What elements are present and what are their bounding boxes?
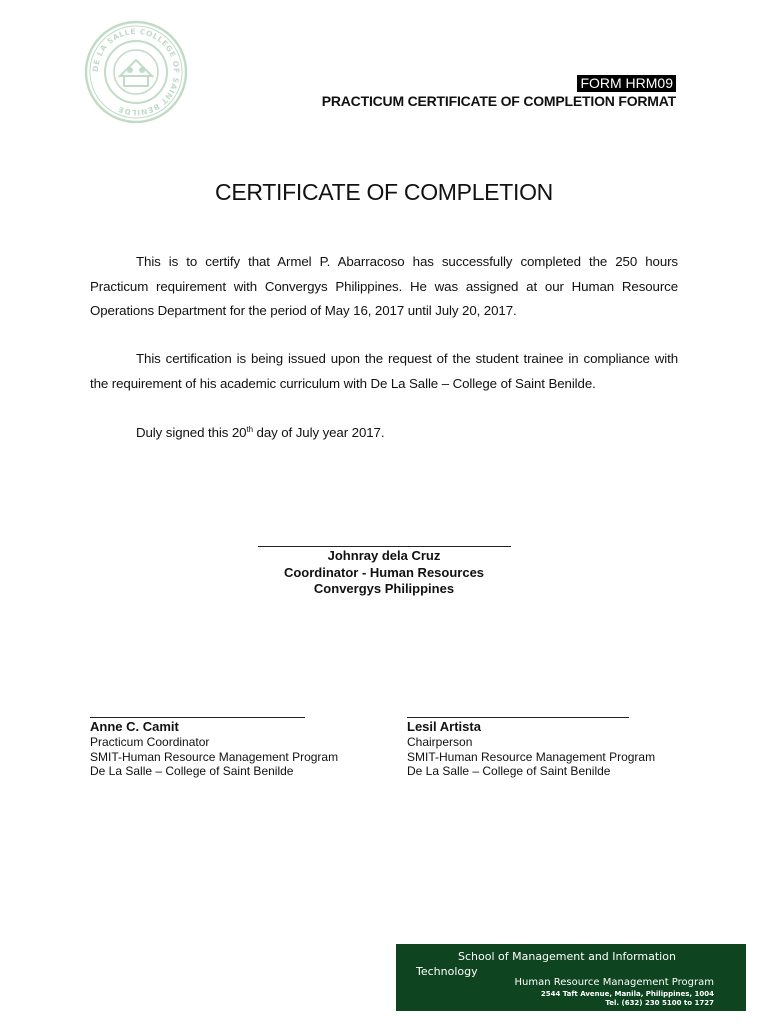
signed-date-line [90, 421, 678, 446]
right-signature-line [407, 717, 629, 718]
main-signatory-org: Convergys Philippines [313, 581, 455, 596]
purpose-paragraph: This certification is being issued upon the request of the student trainee in compliance with the requirement of his academic curriculum with De La Salle – College of Saint Benilde. [90, 351, 678, 391]
right-signatory-program: SMIT-Human Resource Management Program [407, 749, 656, 764]
left-signatory-school: De La Salle – College of Saint Benilde [90, 764, 294, 778]
footer-banner [396, 944, 746, 1011]
right-signatory-name: Lesil Artista [407, 719, 481, 734]
school-seal-logo [84, 20, 188, 124]
main-signatory-block [0, 548, 768, 598]
signed-prefix: Duly signed this 20 [136, 425, 247, 440]
footer-school: School of Management and Information Technology [416, 950, 676, 978]
left-signatory-name: Anne C. Camit [90, 719, 179, 734]
footer-address: 2544 Taft Avenue, Manila, Philippines, 1004 [540, 990, 714, 998]
signed-ordinal: th [246, 425, 253, 434]
main-signatory-title: Coordinator - Human Resources [283, 564, 485, 580]
right-signatory-title: Chairperson [407, 735, 473, 749]
certification-paragraph: This is to certify that Armel P. Abarracoso has successfully completed the 250 hours Practicum requirement with Convergys Philippines. He was assigned at our Human Resource Operations Department for the period of May 16, 2017 until July 20, 2017. [90, 254, 678, 318]
left-signature-line [90, 717, 305, 718]
right-signatory-block [407, 719, 655, 779]
seal-ring-text: DE LA SALLE COLLEGE OF SAINT BENILDE [90, 26, 182, 118]
form-title: PRACTICUM CERTIFICATE OF COMPLETION FORMAT [321, 93, 676, 109]
main-signatory-name: Johnray dela Cruz [327, 548, 441, 563]
footer-program: Human Resource Management Program [514, 977, 714, 988]
footer-tel: Tel. (632) 230 5100 to 1727 [605, 999, 714, 1007]
main-signature-line [258, 546, 511, 547]
right-signatory-school: De La Salle – College of Saint Benilde [407, 764, 611, 778]
left-signatory-program: SMIT-Human Resource Management Program [90, 749, 339, 764]
left-signatory-title: Practicum Coordinator [90, 735, 210, 749]
form-code: FORM HRM09 [577, 75, 676, 92]
left-signatory-block [90, 719, 338, 779]
certificate-title: CERTIFICATE OF COMPLETION [215, 179, 553, 205]
signed-suffix: day of July year 2017. [252, 425, 385, 440]
